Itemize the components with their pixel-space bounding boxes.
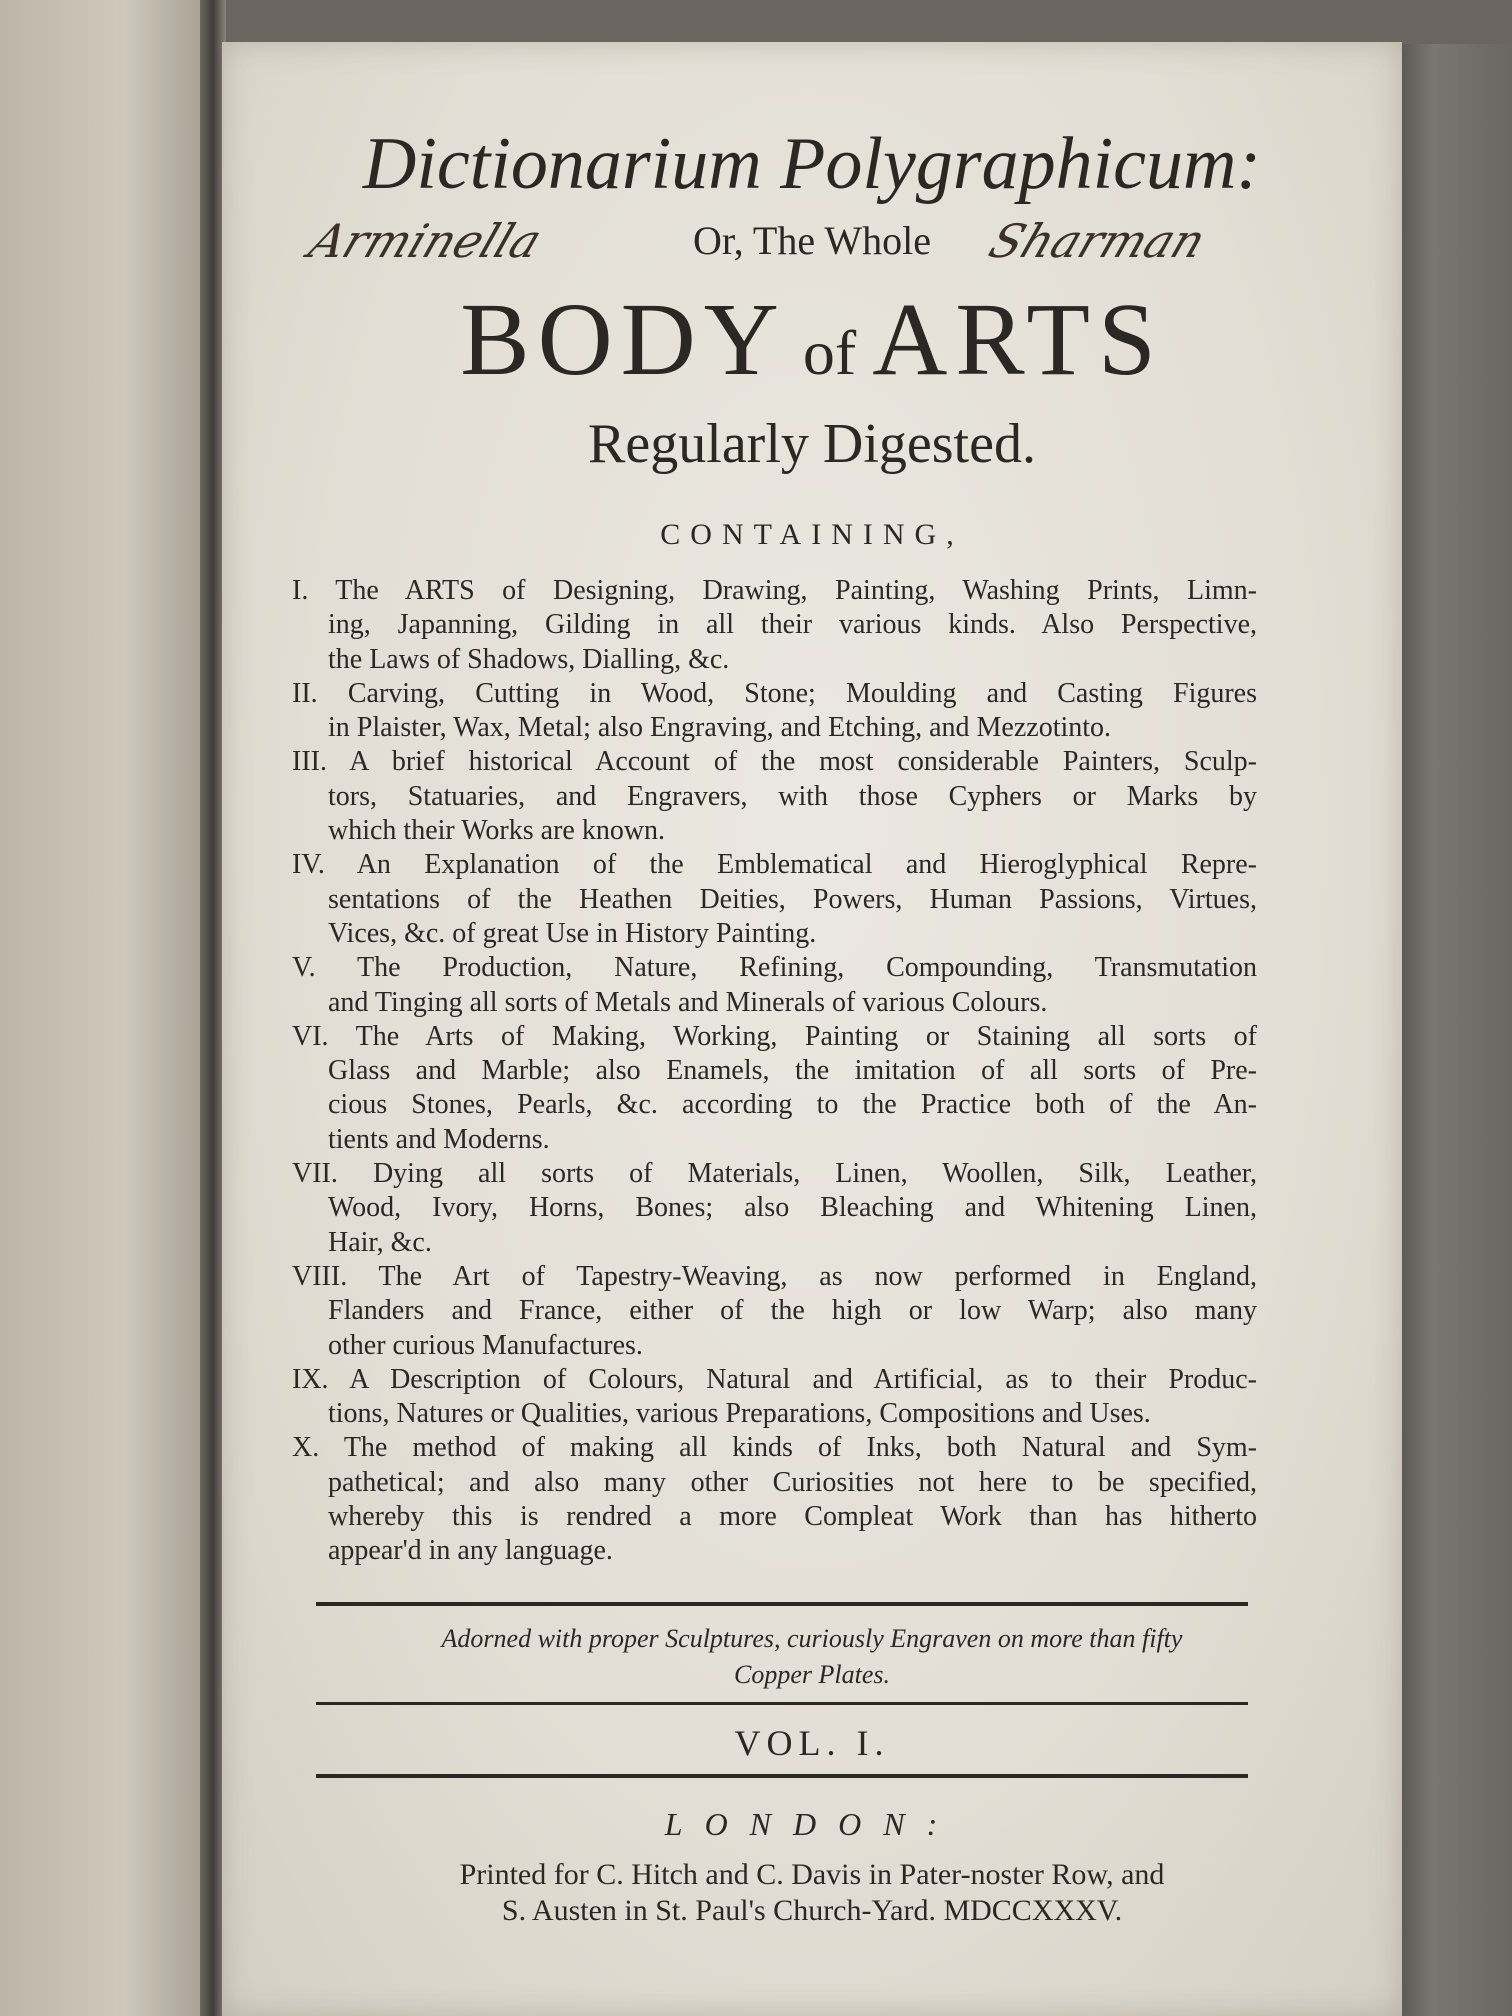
contents-line: Hair, &c. [328,1226,432,1258]
contents-line: Vices, &c. of great Use in History Painting. [328,917,817,949]
contents-line: cious Stones, Pearls, &c. according to the Practice both of the An- [328,1089,1257,1121]
contents-item [292,1363,1257,1432]
contents-list [292,574,1257,1569]
contents-line: Flanders and France, either of the high or low Warp; also many [328,1295,1257,1327]
arts-word: ARTS [872,282,1164,397]
contents-line: sentations of the Heathen Deities, Powers, Human Passions, Virtues, [328,883,1257,915]
divider-rule [316,1602,1248,1606]
volume-label: VOL. I. [734,1723,890,1763]
containing-heading: CONTAINING, [660,518,964,551]
contents-item [292,848,1257,951]
contents-line: other curious Manufactures. [328,1329,643,1361]
contents-line: Glass and Marble; also Enamels, the imitation of all sorts of Pre- [328,1055,1257,1087]
contents-item [292,1157,1257,1260]
book-top-edge [226,0,1512,44]
handwritten-signature-last: Sharman [982,214,1214,268]
contents-line: appear'd in any language. [328,1535,613,1567]
book-title: Dictionarium Polygraphicum: [362,123,1262,205]
contents-line: ing, Japanning, Gilding in all their various kinds. Also Perspective, [328,609,1257,641]
left-flyleaf [0,0,205,2016]
imprint-line-1: Printed for C. Hitch and C. Davis in Pater-noster Row, and [459,1858,1165,1891]
contents-line: V. The Production, Nature, Refining, Compounding, Transmutation [292,952,1257,984]
contents-item [292,1020,1257,1157]
copper-plates-note: Copper Plates. [734,1660,890,1689]
divider-rule [316,1774,1248,1778]
regularly-digested-heading: Regularly Digested. [588,413,1036,475]
body-word: BODY [460,282,787,397]
contents-line: tients and Moderns. [328,1123,550,1155]
contents-line: X. The method of making all kinds of Inks, both Natural and Sym- [292,1432,1257,1464]
contents-item [292,677,1257,746]
contents-item [292,745,1257,848]
contents-line: tors, Statuaries, and Engravers, with those Cyphers or Marks by [328,780,1257,812]
contents-line: and Tinging all sorts of Metals and Minerals of various Colours. [328,986,1048,1018]
divider-rule [316,1702,1248,1705]
contents-line: III. A brief historical Account of the most considerable Painters, Sculp- [292,746,1257,778]
imprint-line-2: S. Austen in St. Paul's Church-Yard. MDCCXXXV. [501,1894,1123,1927]
contents-line: IV. An Explanation of the Emblematical and Hieroglyphical Repre- [292,849,1257,881]
contents-line: IX. A Description of Colours, Natural and Artificial, as to their Produc- [292,1363,1257,1395]
contents-line: whereby this is rendred a more Compleat Work than has hitherto [328,1501,1257,1533]
contents-line: VIII. The Art of Tapestry-Weaving, as now performed in England, [292,1260,1257,1292]
contents-line: tions, Natures or Qualities, various Preparations, Compositions and Uses. [328,1398,1151,1430]
body-of-arts-heading [222,280,1402,399]
contents-line: which their Works are known. [328,815,666,847]
contents-line: VII. Dying all sorts of Materials, Linen, Woollen, Silk, Leather, [292,1158,1257,1190]
imprint-place: LONDON: [664,1806,960,1842]
handwritten-signature-first: Arminella [302,214,550,268]
adorned-note: Adorned with proper Sculptures, curiously Engraven on more than fifty [441,1624,1183,1653]
book-subtitle: Or, The Whole [693,218,931,263]
contents-item [292,574,1257,677]
contents-line: pathetical; and also many other Curiosities not here to be specified, [328,1466,1257,1498]
contents-line: in Plaister, Wax, Metal; also Engraving, and Etching, and Mezzotinto. [328,712,1112,744]
title-page [222,42,1402,2016]
contents-line: the Laws of Shadows, Dialling, &c. [328,643,730,675]
of-word: of [802,317,857,388]
contents-line: Wood, Ivory, Horns, Bones; also Bleaching and Whitening Linen, [328,1192,1257,1224]
contents-line: VI. The Arts of Making, Working, Painting or Staining all sorts of [292,1020,1257,1052]
contents-item [292,1260,1257,1363]
contents-item [292,951,1257,1020]
contents-item [292,1431,1257,1568]
contents-line: II. Carving, Cutting in Wood, Stone; Moulding and Casting Figures [292,677,1257,709]
contents-line: I. The ARTS of Designing, Drawing, Painting, Washing Prints, Limn- [292,575,1257,606]
